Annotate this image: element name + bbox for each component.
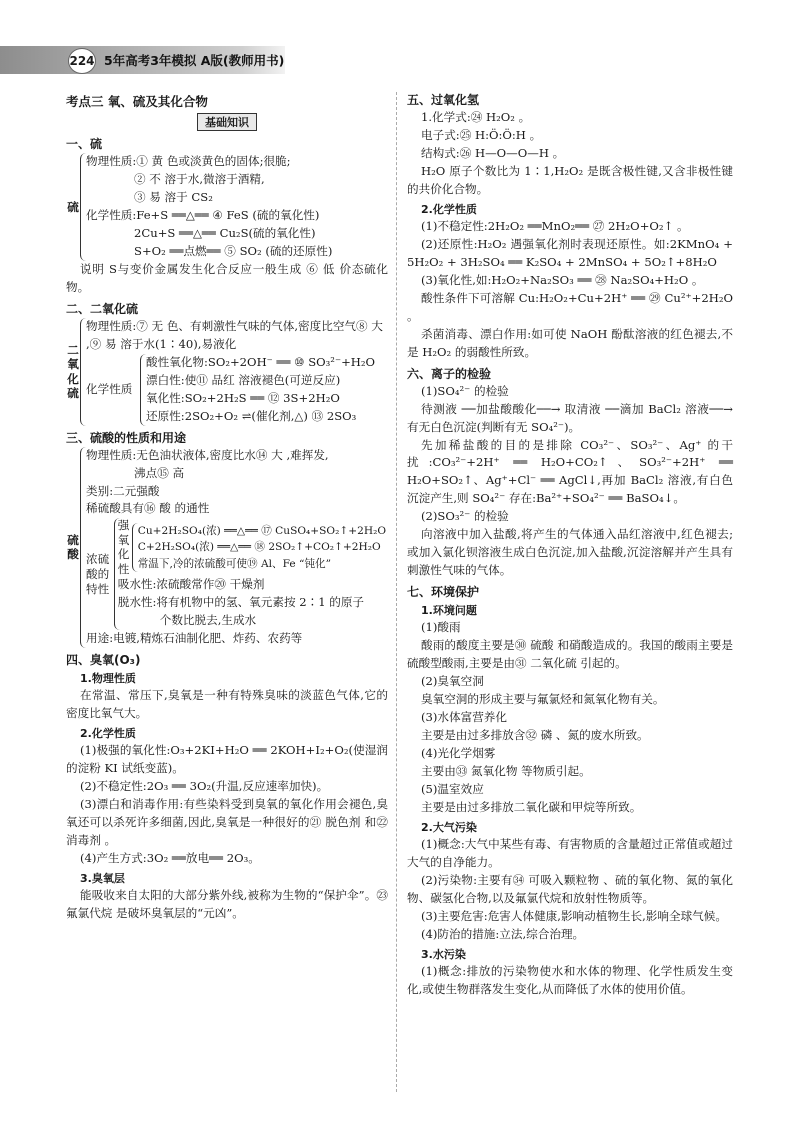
sulfur-note: 说明 S与变价金属发生化合反应一般生成 ⑥ 低 价态硫化物。 (66, 261, 388, 294)
h2so4-brace (66, 447, 388, 649)
h2so4-line: 物理性质:无色油状液体,密度比水⑭ 大 ,难挥发, (86, 447, 329, 462)
h2so4-label: 硫酸 (67, 532, 79, 562)
env-sub2: 2.大气污染 (421, 820, 477, 834)
sulfur-line: 物理性质:① 黄 色或淡黄色的固体;很脆; (86, 154, 291, 168)
ox-line: C+2H₂SO₄(浓) ══△══ ⑱ 2SO₂↑+CO₂↑+2H₂O (137, 541, 381, 554)
env-a5: (3)水体富营养化 (421, 710, 507, 725)
h2o2-p8: 酸性条件下可溶解 Cu:H₂O₂+Cu+2H⁺ ══ ㉙ Cu²⁺+2H₂O 。 (407, 290, 733, 323)
env-b1: (1)概念:大气中某些有毒、有害物质的含量超过正常值或超过大气的自净能力。 (407, 836, 733, 869)
sulfur-brace (66, 153, 388, 261)
so2-label: 二氧化硫 (67, 342, 79, 401)
so2-chem-line: 氧化性:SO₂+2H₂S ══ ⑫ 3S+2H₂O (146, 390, 340, 405)
ion-p2: 待测液 ──加盐酸酸化──→ 取清液 ──滴加 BaCl₂ 溶液──→ 有无白色沉淀(判断有无 SO₄²⁻)。 (407, 401, 733, 434)
ion-p5: 向溶液中加入盐酸,将产生的气体通入品红溶液中,红色褪去;或加入氯化钡溶液生成白色沉淀,加入盐酸,沉淀溶解并产生具有刺激性气味的气体。 (407, 527, 733, 578)
env-heading: 七、环境保护 (407, 585, 480, 600)
book-title: 5年高考3年模拟 A版(教师用书) (104, 53, 285, 68)
sulfur-line: S+O₂ ══点燃══ ⑤ SO₂ (硫的还原性) (134, 243, 333, 258)
h2so4-line: 沸点⑮ 高 (134, 465, 185, 480)
ozone-p3: (2)不稳定性:2O₃ ══ 3O₂(升温,反应速率加快)。 (80, 779, 329, 794)
page-number: 224 (68, 48, 96, 74)
ozone-p2: (1)极强的氧化性:O₃+2KI+H₂O ══ 2KOH+I₂+O₂(使湿润的淀粉 KI 试纸变蓝)。 (66, 743, 388, 776)
env-a4: 臭氧空洞的形成主要与氟氯烃和氮氧化物有关。 (421, 692, 665, 707)
page-header (0, 46, 300, 74)
h2o2-p7: (3)氧化性,如:H₂O₂+Na₂SO₃ ══ ㉘ Na₂SO₄+H₂O 。 (421, 272, 704, 287)
sulfur-line: 化学性质:Fe+S ══△══ ④ FeS (硫的氧化性) (86, 207, 320, 222)
so2-phys: 物理性质:⑦ 无 色、有刺激性气味的气体,密度比空气⑧ 大 ,⑨ 易 溶于水(1∶40),易液化 (86, 318, 383, 351)
ion-p4: (2)SO₃²⁻ 的检验 (421, 509, 509, 524)
ozone-p1: 在常温、常压下,臭氧是一种有特殊臭味的淡蓝色气体,它的密度比氧气大。 (66, 688, 388, 721)
ozone-p5: (4)产生方式:3O₂ ══放电══ 2O₃。 (80, 851, 260, 865)
ox-line: 常温下,冷的浓硫酸可使⑲ Al、Fe “钝化” (137, 557, 332, 570)
sulfur-line: 2Cu+S ══△══ Cu₂S(硫的氧化性) (134, 225, 316, 240)
env-b3: (3)主要危害:危害人体健康,影响动植物生长,影响全球气候。 (421, 908, 727, 923)
so2-chem-line: 还原性:2SO₂+O₂ ⇌(催化剂,△) ⑬ 2SO₃ (146, 408, 357, 423)
conc-label: 浓硫酸的特性 (86, 551, 110, 596)
env-a9: (5)温室效应 (421, 781, 484, 796)
env-a6: 主要是由过多排放含㉜ 磷 、氮的废水所致。 (421, 728, 649, 743)
h2o2-p5: (1)不稳定性:2H₂O₂ ══MnO₂══ ㉗ 2H₂O+O₂↑ 。 (421, 218, 689, 233)
ozone-heading: 四、臭氧(O₃) (66, 653, 141, 668)
h2o2-sub: 2.化学性质 (421, 202, 477, 216)
env-a8: 主要由㉝ 氮氧化物 等物质引起。 (421, 764, 591, 778)
so2-chem-line: 酸性氧化物:SO₂+2OH⁻ ══ ⑩ SO₃²⁻+H₂O (146, 354, 376, 369)
dehydrate-line: 个数比脱去,生成水 (159, 613, 257, 628)
ozone-sub2: 2.化学性质 (80, 727, 136, 741)
env-sub1: 1.环境问题 (421, 604, 477, 618)
env-a10: 主要是由过多排放二氧化碳和甲烷等所致。 (421, 799, 642, 814)
env-b4: (4)防治的措施:立法,综合治理。 (421, 926, 585, 941)
ozone-sub3: 3.臭氧层 (80, 871, 125, 885)
dehydrate-line: 脱水性:将有机物中的氢、氧元素按 2∶1 的原子 (117, 595, 365, 610)
env-a2: 酸雨的酸度主要是㉚ 硫酸 和硝酸造成的。我国的酸雨主要是硫酸型酸雨,主要是由㉛ 二氧化硫 引起的。 (407, 638, 733, 671)
sulfur-line: ② 不 溶于水,微溶于酒精, (134, 171, 265, 186)
env-sub3: 3.水污染 (421, 947, 466, 961)
oxidizing-label: 强氧化性 (117, 518, 130, 576)
ozone-p6: 能吸收来自太阳的大部分紫外线,被称为生物的“保护伞”。㉓ 氟氯代烷 是破坏臭氧层的“元凶”。 (66, 887, 388, 920)
h2o2-heading: 五、过氧化氢 (407, 93, 480, 107)
h2o2-structure: 结构式:㉖ H—O—O—H 。 (421, 145, 565, 160)
ion-heading: 六、离子的检验 (407, 366, 492, 381)
h2so4-heading: 三、硫酸的性质和用途 (66, 430, 187, 445)
h2so4-line: 稀硫酸具有⑯ 酸 的通性 (86, 501, 210, 516)
env-b2: (2)污染物:主要有㉞ 可吸入颗粒物 、硫的氧化物、氮的氧化物、碳氢化合物,以及氟氯代烷和放射性物质等。 (407, 872, 733, 905)
h2o2-p6: (2)还原性:H₂O₂ 遇强氧化剂时表现还原性。如:2KMnO₄ + 5H₂O₂ + 3H₂SO₄ ══ K₂SO₄ + 2MnSO₄ + 5O₂↑+8H₂O (407, 236, 733, 269)
env-c1: (1)概念:排放的污染物使水和水体的物理、化学性质发生变化,或使生物群落发生变化,从而降低了水体的使用价值。 (407, 963, 733, 996)
ozone-sub1: 1.物理性质 (80, 672, 136, 686)
basic-knowledge-badge: 基础知识 (197, 113, 257, 131)
left-column (66, 88, 388, 923)
sulfur-label: 硫 (67, 199, 79, 214)
column-divider (396, 92, 397, 1092)
h2so4-line: 类别:二元强酸 (86, 483, 160, 498)
ion-p1: (1)SO₄²⁻ 的检验 (421, 383, 509, 398)
env-a7: (4)光化学烟雾 (421, 746, 496, 761)
h2o2-electron: 电子式:㉕ H:Ö:Ö:H 。 (421, 127, 542, 142)
ox-line: Cu+2H₂SO₄(浓) ══△══ ⑰ CuSO₄+SO₂↑+2H₂O (137, 524, 386, 537)
env-a3: (2)臭氧空洞 (421, 674, 484, 689)
sulfur-line: ③ 易 溶于 CS₂ (134, 189, 213, 204)
ion-p3: 先加稀盐酸的目的是排除 CO₃²⁻、SO₃²⁻、Ag⁺ 的干扰:CO₃²⁻+2H⁺ ══ H₂O+CO₂↑、SO₃²⁻+2H⁺ ══ H₂O+SO₂↑、Ag⁺+Cl⁻ ══ AgCl↓,再加 BaCl₂ 溶液,有白色沉淀产生,则 SO₄²⁻ 存在:Ba²⁺+SO₄²⁻ ══ BaSO₄↓。 (407, 437, 733, 506)
so2-chem-line: 漂白性:使⑪ 品红 溶液褪色(可逆反应) (146, 372, 341, 387)
so2-heading: 二、二氧化硫 (66, 301, 139, 316)
so2-brace (66, 318, 388, 426)
env-a1: (1)酸雨 (421, 620, 461, 635)
h2so4-use: 用途:电镀,精炼石油制化肥、炸药、农药等 (86, 631, 303, 646)
h2o2-bond: H₂O 原子个数比为 1∶1,H₂O₂ 是既含极性键,又含非极性键的共价化合物。 (407, 163, 733, 196)
sulfur-heading: 一、硫 (66, 137, 103, 151)
right-column (407, 88, 733, 999)
h2o2-p9: 杀菌消毒、漂白作用:如可使 NaOH 酚酞溶液的红色褪去,不是 H₂O₂ 的弱酸性所致。 (407, 326, 733, 359)
section-title: 考点三 氧、硫及其化合物 (66, 94, 208, 109)
so2-chem-label: 化学性质 (86, 381, 133, 396)
ozone-p4: (3)漂白和消毒作用:有些染料受到臭氧的氧化作用会褪色,臭氧还可以杀死许多细菌,因此,臭氧是一种很好的㉑ 脱色剂 和㉒ 消毒剂 。 (66, 797, 388, 848)
h2o2-formula: 1.化学式:㉔ H₂O₂ 。 (421, 110, 531, 124)
absorb-line: 吸水性:浓硫酸常作⑳ 干燥剂 (117, 577, 265, 592)
